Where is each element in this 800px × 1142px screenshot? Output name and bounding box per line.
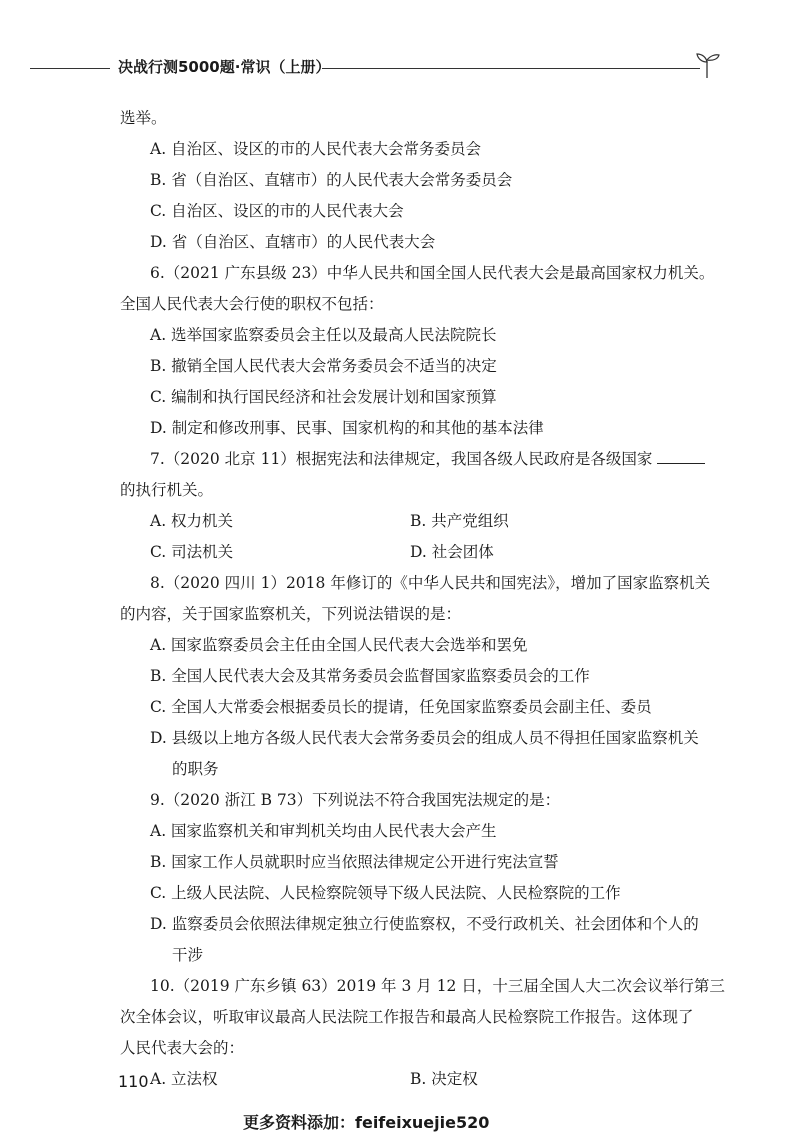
question-10-stem-line1: 10.（2019 广东乡镇 63）2019 年 3 月 12 日，十三届全国人大二次会议举行第三 [150, 977, 725, 995]
question-8-stem-line1: 8.（2020 四川 1）2018 年修订的《中华人民共和国宪法》，增加了国家监察机关 [150, 574, 711, 592]
question-5-tail: 选举。 [120, 109, 167, 127]
running-header [0, 48, 800, 88]
sprout-icon [690, 48, 724, 82]
header-rule-right [322, 68, 700, 69]
q6-option-d: D. 制定和修改刑事、民事、国家机构的和其他的基本法律 [150, 419, 544, 437]
q9-option-d-line1: D. 监察委员会依照法律规定独立行使监察权，不受行政机关、社会团体和个人的 [150, 915, 699, 933]
q10-option-b: B. 决定权 [410, 1070, 478, 1088]
q5-option-b: B. 省（自治区、直辖市）的人民代表大会常务委员会 [150, 171, 513, 189]
q8-option-a: A. 国家监察委员会主任由全国人民代表大会选举和罢免 [150, 636, 528, 654]
question-7-stem-line1 [150, 449, 705, 469]
q5-option-a: A. 自治区、设区的市的人民代表大会常务委员会 [150, 140, 482, 158]
q8-option-c: C. 全国人大常委会根据委员长的提请，任免国家监察委员会副主任、委员 [150, 698, 652, 716]
question-6-stem-line1: 6.（2021 广东县级 23）中华人民共和国全国人民代表大会是最高国家权力机关。 [150, 264, 715, 282]
q6-option-b: B. 撤销全国人民代表大会常务委员会不适当的决定 [150, 357, 497, 375]
q5-option-d: D. 省（自治区、直辖市）的人民代表大会 [150, 233, 436, 251]
question-10-stem-line3: 人民代表大会的： [120, 1039, 245, 1057]
q9-option-b: B. 国家工作人员就职时应当依照法律规定公开进行宪法宣誓 [150, 853, 559, 871]
question-9-stem: 9.（2020 浙江 B 73）下列说法不符合我国宪法规定的是： [150, 791, 561, 809]
q7-option-d: D. 社会团体 [410, 543, 494, 561]
q6-option-c: C. 编制和执行国民经济和社会发展计划和国家预算 [150, 388, 497, 406]
q8-option-b: B. 全国人民代表大会及其常务委员会监督国家监察委员会的工作 [150, 667, 590, 685]
question-6-stem-line2: 全国人民代表大会行使的职权不包括： [120, 295, 384, 313]
question-8-stem-line2: 的内容，关于国家监察机关，下列说法错误的是： [120, 605, 462, 623]
footer-contact-note: 更多资料添加：feifeixuejie520 [243, 1113, 490, 1132]
q8-option-d-line2: 的职务 [172, 760, 219, 778]
book-title: 决战行测5000题·常识（上册） [118, 58, 331, 76]
q7-option-a: A. 权力机关 [150, 512, 234, 530]
q9-option-d-line2: 干涉 [172, 946, 204, 964]
q9-option-a: A. 国家监察机关和审判机关均由人民代表大会产生 [150, 822, 497, 840]
q9-option-c: C. 上级人民法院、人民检察院领导下级人民法院、人民检察院的工作 [150, 884, 621, 902]
question-10-stem-line2: 次全体会议，听取审议最高人民法院工作报告和最高人民检察院工作报告。这体现了 [120, 1008, 694, 1026]
q7-stem-text: 7.（2020 北京 11）根据宪法和法律规定，我国各级人民政府是各级国家 [150, 450, 653, 468]
page-number: 110 [118, 1072, 149, 1091]
answer-blank [657, 449, 705, 464]
q6-option-a: A. 选举国家监察委员会主任以及最高人民法院院长 [150, 326, 497, 344]
q8-option-d-line1: D. 县级以上地方各级人民代表大会常务委员会的组成人员不得担任国家监察机关 [150, 729, 699, 747]
q10-option-a: A. 立法权 [150, 1070, 218, 1088]
q5-option-c: C. 自治区、设区的市的人民代表大会 [150, 202, 404, 220]
q7-option-b: B. 共产党组织 [410, 512, 509, 530]
question-7-stem-line2: 的执行机关。 [120, 481, 214, 499]
q7-option-c: C. 司法机关 [150, 543, 234, 561]
header-rule-left [30, 68, 110, 69]
